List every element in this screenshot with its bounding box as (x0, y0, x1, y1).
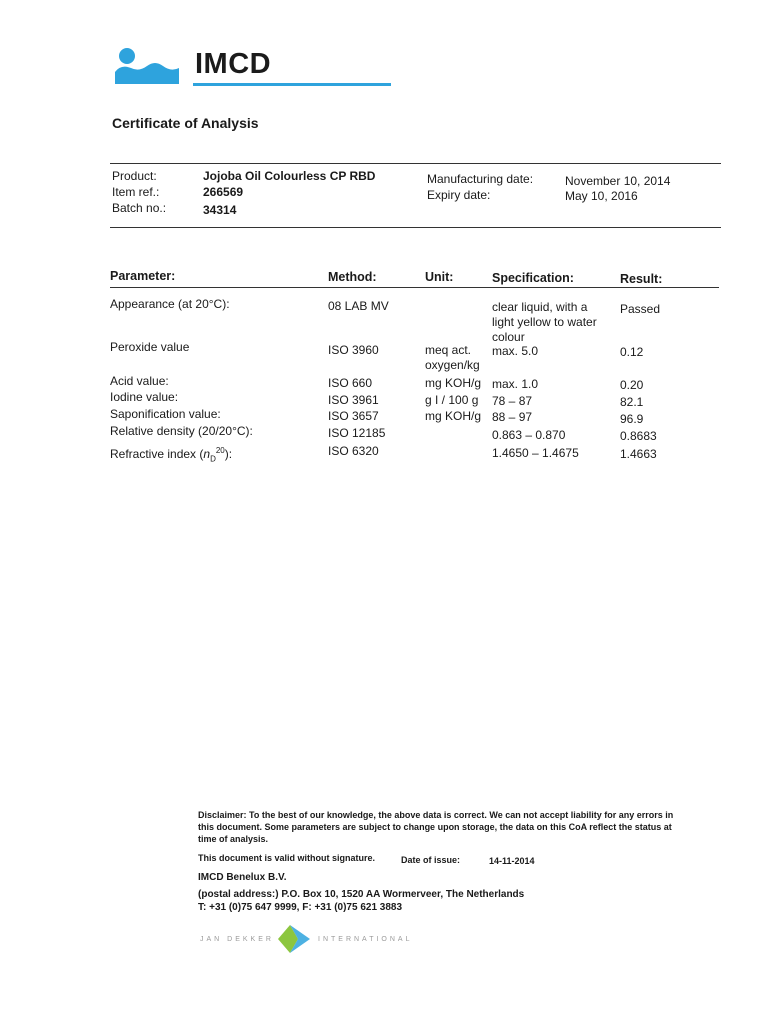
row-specification: max. 1.0 (492, 377, 539, 391)
item-ref-value: 266569 (203, 185, 244, 199)
header-parameter: Parameter: (110, 269, 176, 283)
row-method: ISO 3657 (328, 409, 379, 423)
validity-note: This document is valid without signature. (198, 853, 376, 863)
row-method: ISO 3960 (328, 343, 379, 357)
item-ref-label: Item ref.: (112, 185, 160, 199)
row-parameter: Refractive index $(n_D^{20})$: (110, 446, 233, 464)
row-method: 08 LAB MV (328, 299, 389, 313)
divider (110, 163, 721, 164)
row-method: ISO 660 (328, 376, 373, 390)
row-result: 0.12 (620, 345, 644, 359)
partner-name-left: JAN DEKKER (200, 936, 274, 943)
logo-underline (193, 83, 391, 86)
row-specification: 88 – 97 (492, 410, 533, 424)
row-parameter: Peroxide value (110, 340, 190, 354)
header-specification: Specification: (492, 271, 574, 285)
phone-fax: T: +31 (0)75 647 9999, F: +31 (0)75 621 3883 (198, 902, 403, 913)
company-logo-text: IMCD (195, 48, 272, 80)
product-label: Product: (112, 169, 157, 183)
row-specification: 1.4650 – 1.4675 (492, 446, 579, 460)
row-specification: max. 5.0 (492, 344, 539, 358)
row-result: 1.4663 (620, 447, 657, 461)
imcd-logo-icon (113, 44, 181, 84)
expiry-date-value: May 10, 2016 (565, 189, 638, 203)
row-specification: 78 – 87 (492, 394, 533, 408)
row-parameter: Appearance (at 20°C): (110, 297, 230, 311)
row-parameter: Saponification value: (110, 407, 221, 421)
divider (110, 287, 719, 288)
row-unit: meq act. oxygen/kg (425, 343, 480, 372)
header-result: Result: (620, 272, 663, 286)
row-parameter: Acid value: (110, 374, 169, 388)
partner-name-right: INTERNATIONAL (318, 936, 413, 943)
row-parameter: Relative density (20/20°C): (110, 424, 253, 438)
row-method: ISO 12185 (328, 426, 386, 440)
row-result: 0.20 (620, 378, 644, 392)
disclaimer-text: Disclaimer: To the best of our knowledge, the above data is correct. We can not accept liability for any errors in this document. Some parameters are subject to change upon storage, the data on this CoA reflect the status at time of analysis. (198, 810, 674, 844)
row-parameter: Iodine value: (110, 390, 179, 404)
row-method: ISO 6320 (328, 444, 379, 458)
row-result: 82.1 (620, 395, 644, 409)
postal-address: (postal address:) P.O. Box 10, 1520 AA Wormerveer, The Netherlands (198, 889, 525, 900)
issue-date-label: Date of issue: (401, 855, 461, 865)
row-unit: g I / 100 g (425, 393, 479, 407)
row-unit: mg KOH/g (425, 376, 482, 390)
manufacturing-date-value: November 10, 2014 (565, 174, 671, 188)
manufacturing-date-label: Manufacturing date: (427, 172, 534, 186)
batch-value: 34314 (203, 203, 237, 217)
batch-label: Batch no.: (112, 201, 167, 215)
header-method: Method: (328, 270, 377, 284)
row-method: ISO 3961 (328, 393, 379, 407)
row-unit: mg KOH/g (425, 409, 482, 423)
company-name: IMCD Benelux B.V. (198, 872, 287, 883)
row-specification: clear liquid, with a light yellow to water colour (492, 300, 597, 344)
document-title: Certificate of Analysis (112, 115, 259, 131)
jan-dekker-logo-icon (276, 923, 312, 955)
expiry-date-label: Expiry date: (427, 188, 491, 202)
issue-date-value: 14-11-2014 (489, 856, 535, 866)
header-unit: Unit: (425, 270, 454, 284)
row-result: 96.9 (620, 412, 644, 426)
row-specification: 0.863 – 0.870 (492, 428, 566, 442)
row-result: 0.8683 (620, 429, 657, 443)
product-value: Jojoba Oil Colourless CP RBD (203, 169, 376, 183)
divider (110, 227, 721, 228)
row-result: Passed (620, 302, 661, 316)
